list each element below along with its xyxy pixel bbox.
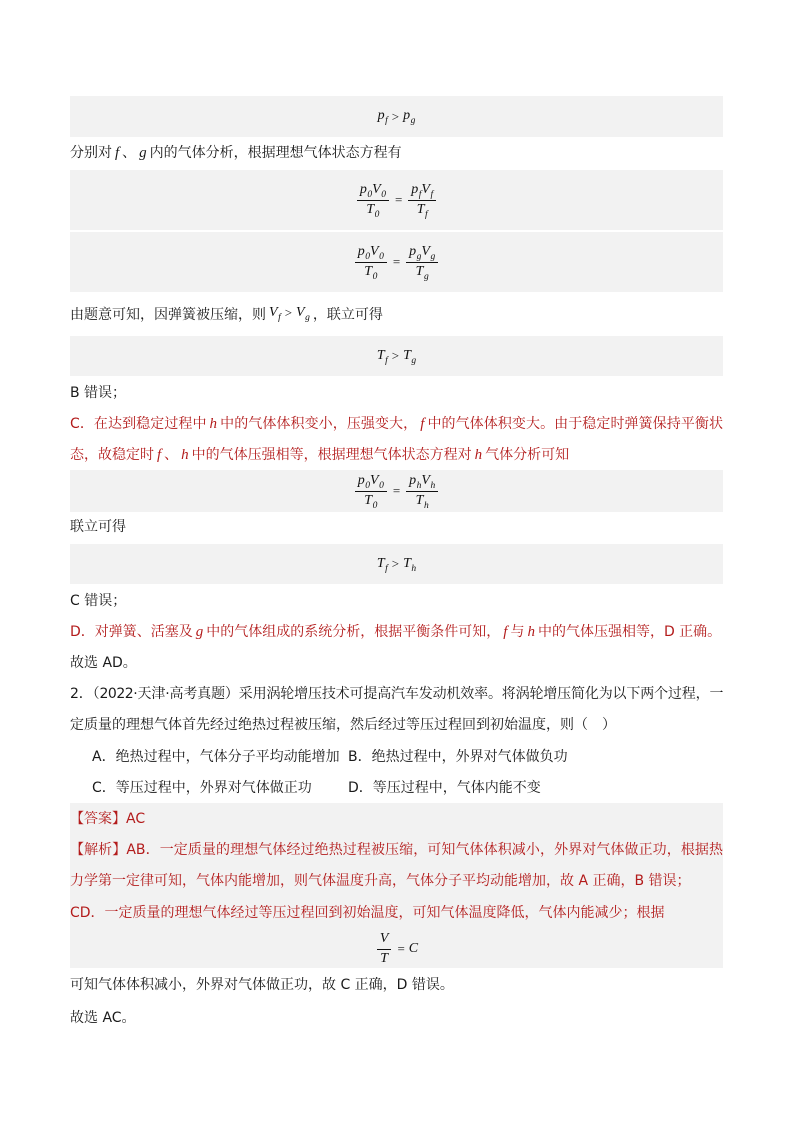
math-variable	[403, 108, 415, 125]
math-symbol: V	[421, 243, 430, 259]
fraction	[406, 473, 438, 510]
option-c-analysis-line-2	[70, 444, 723, 466]
math-operator: >	[391, 556, 400, 572]
math-variable	[409, 941, 418, 958]
math-subscript: 0	[379, 251, 384, 262]
math-symbol: V	[269, 304, 278, 320]
math-operator: =	[392, 483, 401, 499]
text-run: 力学第一定律可知，气体内能增加，则气体温度升高，气体分子平均动能增加，故 A 正确，B 错误；	[70, 873, 691, 889]
text-run: 分别对	[70, 145, 112, 161]
text-run: 气体分析可知	[485, 447, 570, 463]
variable-label: f	[157, 447, 162, 463]
math-variable	[411, 182, 421, 199]
option-label: B．	[348, 749, 372, 765]
analysis-line-f-g	[70, 142, 723, 164]
math-variable	[409, 473, 421, 490]
math-variable	[358, 473, 370, 490]
option-text: 绝热过程中，外界对气体做负功	[371, 749, 568, 765]
math-symbol: V	[421, 181, 430, 197]
fraction-denominator	[406, 491, 438, 510]
math-variable	[364, 264, 377, 281]
math-symbol: T	[376, 347, 385, 363]
math-variable	[370, 244, 384, 261]
text-run: 【解析】	[70, 842, 127, 858]
math-symbol: V	[296, 304, 305, 320]
math-variable	[409, 244, 421, 261]
math-symbol: C	[408, 940, 419, 956]
fraction	[406, 244, 438, 281]
variable-label: g	[139, 145, 147, 161]
fraction-denominator	[357, 200, 389, 219]
math-variable	[358, 244, 370, 261]
math-symbol: p	[377, 108, 385, 124]
question-2-stem-line-1: 2．（2022·天津·高考真题）采用涡轮增压技术可提高汽车发动机效率。将涡轮增压简化为以下两个过程，一	[70, 686, 723, 702]
math-symbol: p	[357, 243, 365, 259]
math-subscript: g	[305, 312, 310, 323]
answer-line	[70, 808, 723, 830]
math-subscript: g	[410, 116, 416, 127]
math-subscript: h	[411, 563, 417, 574]
math-variable	[380, 951, 388, 968]
text-run: 可知气体体积减小，外界对气体做正功，故 C 正确，D 错误。	[70, 977, 454, 993]
final-choice-q2	[70, 1007, 723, 1029]
variable-label: h	[474, 447, 483, 463]
text-run: C．在达到稳定过程中	[70, 416, 207, 432]
option-label: A．	[92, 749, 116, 765]
variable-label: f	[503, 624, 508, 640]
math-subscript: h	[423, 500, 429, 511]
math-operator: =	[397, 941, 405, 957]
math-subscript: f	[278, 312, 281, 323]
math-symbol: T	[415, 492, 424, 508]
text-run: B 错误；	[70, 385, 127, 401]
fraction	[355, 473, 387, 510]
math-variable	[377, 556, 388, 573]
math-symbol: T	[364, 263, 373, 279]
text-run: AB．一定质量的理想气体经过绝热过程被压缩，可知气体体积减小，外界对气体做正功，根据热	[126, 842, 723, 858]
math-subscript: f	[385, 563, 388, 574]
option-c-verdict	[70, 590, 723, 612]
math-symbol: V	[370, 472, 379, 488]
math-subscript: 0	[372, 500, 378, 511]
option-label: C．	[92, 780, 116, 796]
math-variable	[421, 473, 435, 490]
option-a	[92, 746, 340, 768]
math-variable	[418, 181, 434, 200]
text-run: 内的气体分析，根据理想气体状态方程有	[149, 145, 402, 161]
math-subscript: g	[430, 251, 436, 262]
fraction-denominator	[355, 262, 387, 281]
math-variable	[378, 108, 388, 125]
gas-state-equation-f	[70, 170, 723, 230]
math-symbol: V	[379, 930, 389, 946]
analysis-line-1	[70, 839, 723, 861]
answer-tag: 【答案】	[70, 811, 126, 827]
math-variable	[364, 493, 377, 510]
text-run: 故选 AD。	[70, 655, 137, 671]
math-symbol: V	[372, 181, 381, 197]
variable-label: f	[420, 416, 425, 432]
option-text: 等压过程中，外界对气体做正功	[115, 780, 312, 796]
text-run: 中的气体压强相等，D 正确。	[537, 624, 722, 640]
option-label: D．	[348, 780, 373, 796]
text-run: 由题意可知，因弹簧被压缩，则	[70, 307, 266, 323]
math-subscript: 0	[374, 209, 380, 220]
math-subscript: 0	[367, 189, 373, 200]
fraction	[377, 931, 392, 968]
fraction-numerator	[357, 182, 389, 200]
math-symbol: T	[416, 201, 425, 217]
math-variable	[366, 202, 379, 219]
math-subscript: f	[425, 209, 428, 220]
temperature-inequality-f-h	[70, 544, 723, 584]
fraction-denominator	[406, 262, 438, 281]
text-run: 态，故稳定时	[70, 447, 154, 463]
variable-label: g	[195, 624, 204, 640]
math-symbol: p	[357, 472, 365, 488]
question-2-stem-line-2: 定质量的理想气体首先经过绝热过程被压缩，然后经过等压过程回到初始温度，则（ ）	[70, 717, 616, 733]
variable-label: h	[527, 624, 535, 640]
math-subscript: 0	[381, 189, 386, 200]
fraction-numerator	[377, 931, 392, 949]
math-symbol: V	[370, 243, 379, 259]
math-symbol: T	[376, 555, 385, 571]
math-symbol: p	[409, 472, 417, 488]
fraction	[355, 244, 387, 281]
math-variable	[269, 305, 281, 322]
analysis-line-3	[70, 902, 723, 924]
math-variable	[370, 473, 384, 490]
math-subscript: 0	[365, 480, 371, 491]
text-run: 、	[122, 145, 137, 161]
v-over-t-constant-formula	[70, 930, 723, 968]
math-subscript: g	[411, 355, 417, 366]
math-operator: >	[284, 305, 293, 321]
fraction-denominator	[377, 949, 392, 968]
option-text: 绝热过程中，气体分子平均动能增加	[115, 749, 340, 765]
fraction-denominator	[355, 491, 387, 510]
text-run: C 错误；	[70, 593, 127, 609]
formula-expression	[353, 473, 440, 510]
analysis-line-2	[70, 870, 723, 892]
math-subscript: 0	[372, 271, 378, 282]
answer-value: AC	[126, 811, 146, 827]
math-subscript: 0	[365, 251, 371, 262]
variable-label: h	[181, 447, 189, 463]
option-text: 等压过程中，气体内能不变	[372, 780, 541, 796]
text-run: 中的气体体积变小，压强变大，	[220, 416, 418, 432]
math-operator: =	[392, 254, 401, 270]
math-variable	[377, 348, 388, 365]
text-run: 故选 AC。	[70, 1010, 136, 1026]
math-symbol: p	[411, 181, 419, 197]
text-run: 中的气体压强相等，根据理想气体状态方程对	[191, 447, 472, 463]
option-c	[92, 777, 312, 799]
math-variable	[372, 182, 386, 199]
formula-expression	[378, 108, 416, 125]
gas-state-equation-g	[70, 232, 723, 292]
math-subscript: g	[423, 271, 429, 282]
math-symbol: T	[364, 492, 373, 508]
math-subscript: f	[418, 189, 422, 200]
math-subscript: f	[385, 116, 388, 127]
gas-state-equation-h	[70, 470, 723, 512]
fraction	[357, 182, 389, 219]
fraction-numerator	[406, 473, 438, 491]
math-symbol: T	[366, 201, 375, 217]
fraction-numerator	[355, 244, 387, 262]
options-row-2	[70, 777, 723, 799]
formula-expression	[355, 182, 438, 219]
text-run: ，联立可得	[312, 307, 383, 323]
fraction-numerator	[406, 244, 438, 262]
formula-expression	[377, 556, 416, 573]
math-variable	[360, 182, 372, 199]
math-variable	[417, 202, 428, 219]
math-symbol: T	[380, 950, 389, 966]
text-run: 、	[164, 447, 179, 463]
text-run: 联立可得	[70, 519, 126, 535]
fraction-numerator	[355, 473, 387, 491]
math-symbol: V	[421, 472, 430, 488]
temperature-inequality-f-g	[70, 336, 723, 376]
math-symbol: p	[359, 181, 367, 197]
formula-expression	[377, 348, 416, 365]
pressure-inequality-formula	[70, 96, 723, 137]
text-run: CD．一定质量的理想气体经过等压过程回到初始温度，可知气体温度降低，气体内能减少；根据	[70, 905, 665, 921]
math-variable	[403, 348, 416, 365]
math-symbol: p	[403, 108, 411, 124]
inline-formula	[269, 305, 310, 322]
variable-label: f	[115, 145, 120, 161]
math-variable	[421, 244, 435, 261]
analysis-line-4	[70, 974, 723, 996]
formula-expression	[375, 931, 418, 968]
math-subscript: g	[416, 251, 422, 262]
math-symbol: p	[409, 243, 417, 259]
math-operator: >	[391, 348, 400, 364]
variable-label: h	[209, 416, 218, 432]
math-subscript: h	[416, 480, 422, 491]
math-symbol: T	[403, 555, 411, 571]
math-operator: =	[394, 192, 403, 208]
fraction-numerator	[408, 182, 436, 200]
option-d	[348, 777, 541, 799]
math-variable	[403, 556, 416, 573]
fraction	[408, 182, 436, 219]
math-variable	[380, 931, 389, 948]
math-subscript: 0	[379, 480, 384, 491]
math-subscript: f	[385, 355, 388, 366]
text-run: 中的气体体积变大。由于稳定时弹簧保持平衡状	[427, 416, 723, 432]
math-subscript: f	[430, 189, 434, 200]
analysis-line-volume	[70, 304, 723, 326]
math-subscript: h	[430, 480, 436, 491]
option-d-analysis	[70, 621, 723, 643]
text-run: 中的气体组成的系统分析，根据平衡条件可知，	[206, 624, 501, 640]
formula-expression	[353, 244, 440, 281]
option-b-verdict	[70, 382, 723, 404]
combine-line	[70, 516, 723, 538]
text-run: 与	[510, 624, 525, 640]
option-c-analysis-line-1	[70, 413, 723, 435]
fraction-denominator	[408, 200, 436, 219]
option-b	[348, 746, 568, 768]
math-symbol: T	[403, 347, 411, 363]
math-variable	[416, 264, 429, 281]
math-variable	[416, 493, 429, 510]
options-row-1	[70, 746, 723, 768]
text-run: D．对弹簧、活塞及	[70, 624, 193, 640]
final-choice-q1	[70, 652, 723, 674]
math-variable	[296, 305, 310, 322]
math-operator: >	[391, 108, 400, 124]
math-symbol: T	[415, 263, 424, 279]
